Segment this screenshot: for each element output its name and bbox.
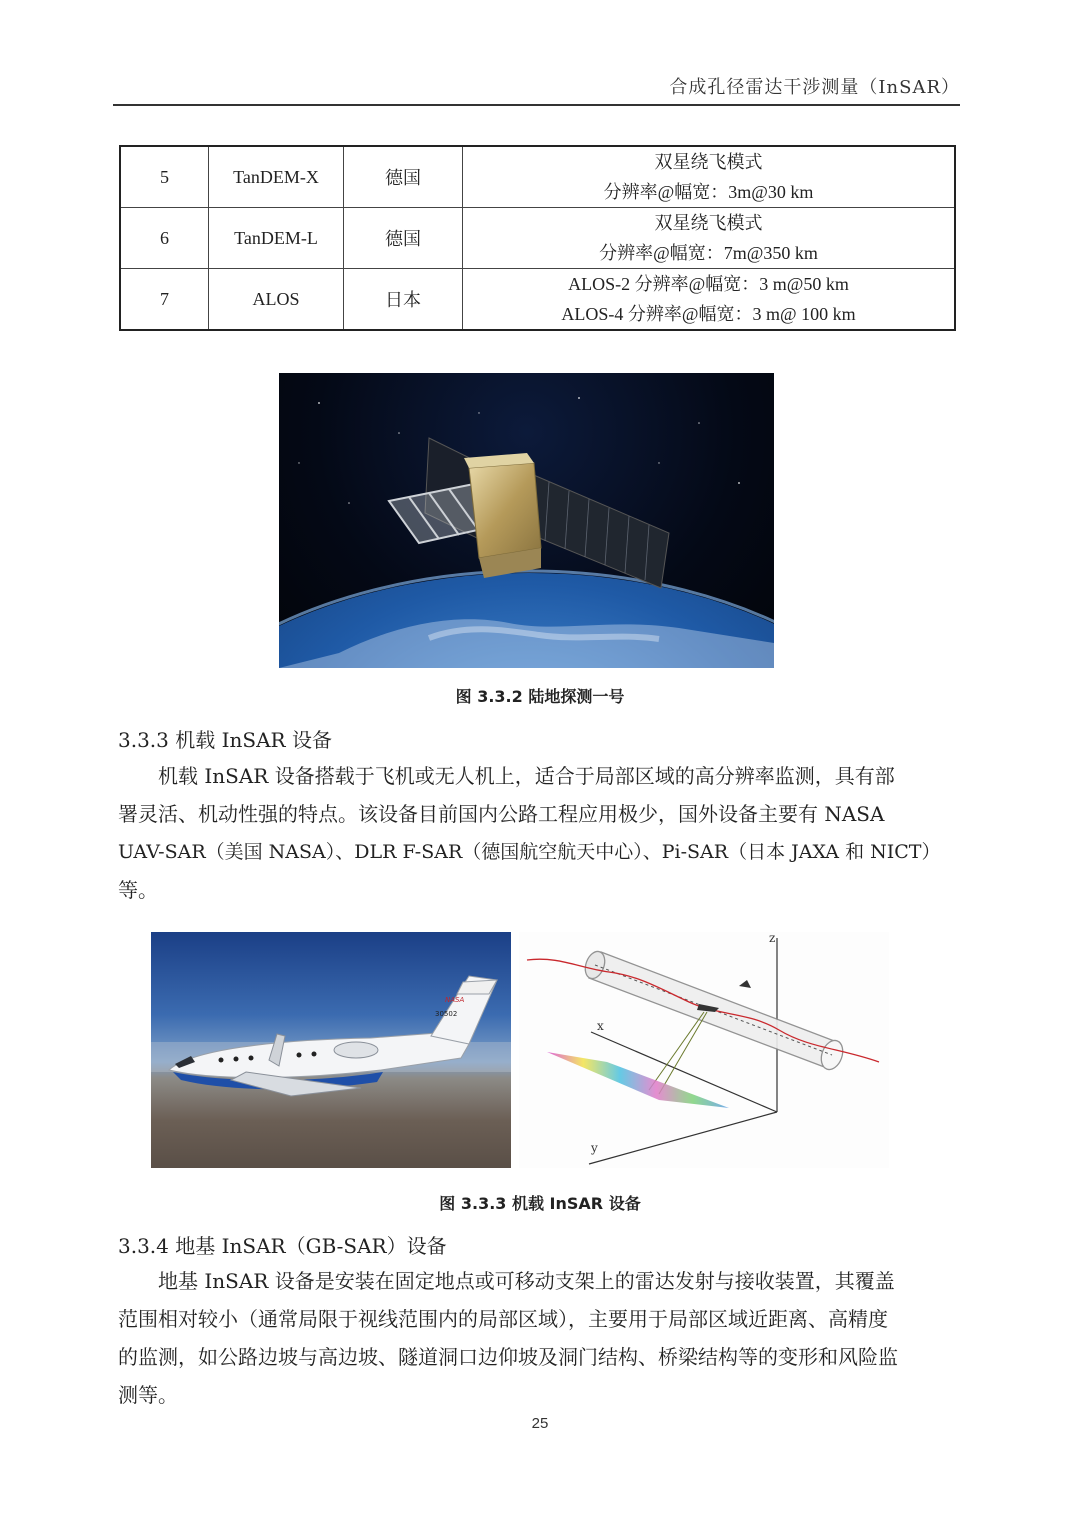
- paragraph-line: 机载 InSAR 设备搭载于飞机或无人机上，适合于局部区域的高分辨率监测，具有部: [158, 764, 895, 788]
- aircraft-illustration: [151, 932, 511, 1168]
- tail-number: 30502: [435, 1010, 458, 1018]
- satellite-name: TanDEM-L: [209, 208, 344, 269]
- satellite-name: TanDEM-X: [209, 146, 344, 208]
- description-line: 双星绕飞模式: [654, 152, 763, 172]
- table-row: [120, 208, 955, 269]
- insar-geometry-illustration: [519, 932, 889, 1168]
- table-row: [120, 269, 955, 331]
- country: 日本: [344, 269, 463, 331]
- axis-label-y: y: [591, 1141, 598, 1155]
- section-heading: 3.3.4 地基 InSAR（GB-SAR）设备: [118, 1234, 447, 1258]
- description-line: ALOS-2 分辨率@幅宽：3 m@50 km: [568, 274, 849, 294]
- header-title: 合成孔径雷达干涉测量（InSAR）: [669, 77, 960, 98]
- body-paragraph: [118, 1262, 958, 1414]
- description: [463, 146, 956, 208]
- aircraft-photo: [151, 932, 511, 1168]
- paragraph-line: 测等。: [118, 1383, 178, 1407]
- paragraph-line: 的监测，如公路边坡与高边坡、隧道洞口边仰坡及洞门结构、桥梁结构等的变形和风险监: [118, 1345, 898, 1369]
- insar-geometry-diagram: [519, 932, 889, 1168]
- paragraph-line: 署灵活、机动性强的特点。该设备目前国内公路工程应用极少，国外设备主要有 NASA: [118, 802, 885, 826]
- axis-label-z: z: [769, 932, 776, 945]
- description: [463, 208, 956, 269]
- paragraph-line: 范围相对较小（通常局限于视线范围内的局部区域），主要用于局部区域近距离、高精度: [118, 1307, 888, 1331]
- description-line: 分辨率@幅宽：3m@30 km: [603, 182, 814, 202]
- figure-caption: 图 3.3.3 机载 InSAR 设备: [439, 1194, 641, 1213]
- nasa-logo-text: NASA: [445, 996, 465, 1004]
- table-row: [120, 146, 955, 208]
- row-number: 7: [120, 269, 209, 331]
- satellite-illustration: [279, 373, 774, 668]
- description-line: ALOS-4 分辨率@幅宽：3 m@ 100 km: [561, 304, 856, 324]
- body-paragraph: [118, 757, 958, 909]
- description-line: 分辨率@幅宽：7m@350 km: [599, 243, 818, 263]
- page-number: 25: [531, 1415, 549, 1432]
- row-number: 5: [120, 146, 209, 208]
- row-number: 6: [120, 208, 209, 269]
- paragraph-line: 等。: [118, 878, 158, 902]
- figure-caption: 图 3.3.2 陆地探测一号: [455, 687, 625, 706]
- satellite-table: [119, 145, 956, 331]
- paragraph-line: 地基 InSAR 设备是安装在固定地点或可移动支架上的雷达发射与接收装置，其覆盖: [158, 1269, 895, 1293]
- running-header: [113, 74, 960, 106]
- description: [463, 269, 956, 331]
- satellite-name: ALOS: [209, 269, 344, 331]
- country: 德国: [344, 146, 463, 208]
- section-heading: 3.3.3 机载 InSAR 设备: [118, 728, 332, 752]
- axis-label-x: x: [597, 1019, 604, 1033]
- satellite-image: [279, 373, 774, 668]
- country: 德国: [344, 208, 463, 269]
- paragraph-line: UAV-SAR（美国 NASA）、DLR F-SAR（德国航空航天中心）、Pi-SAR（日本 JAXA 和 NICT）: [118, 841, 941, 863]
- description-line: 双星绕飞模式: [654, 213, 763, 233]
